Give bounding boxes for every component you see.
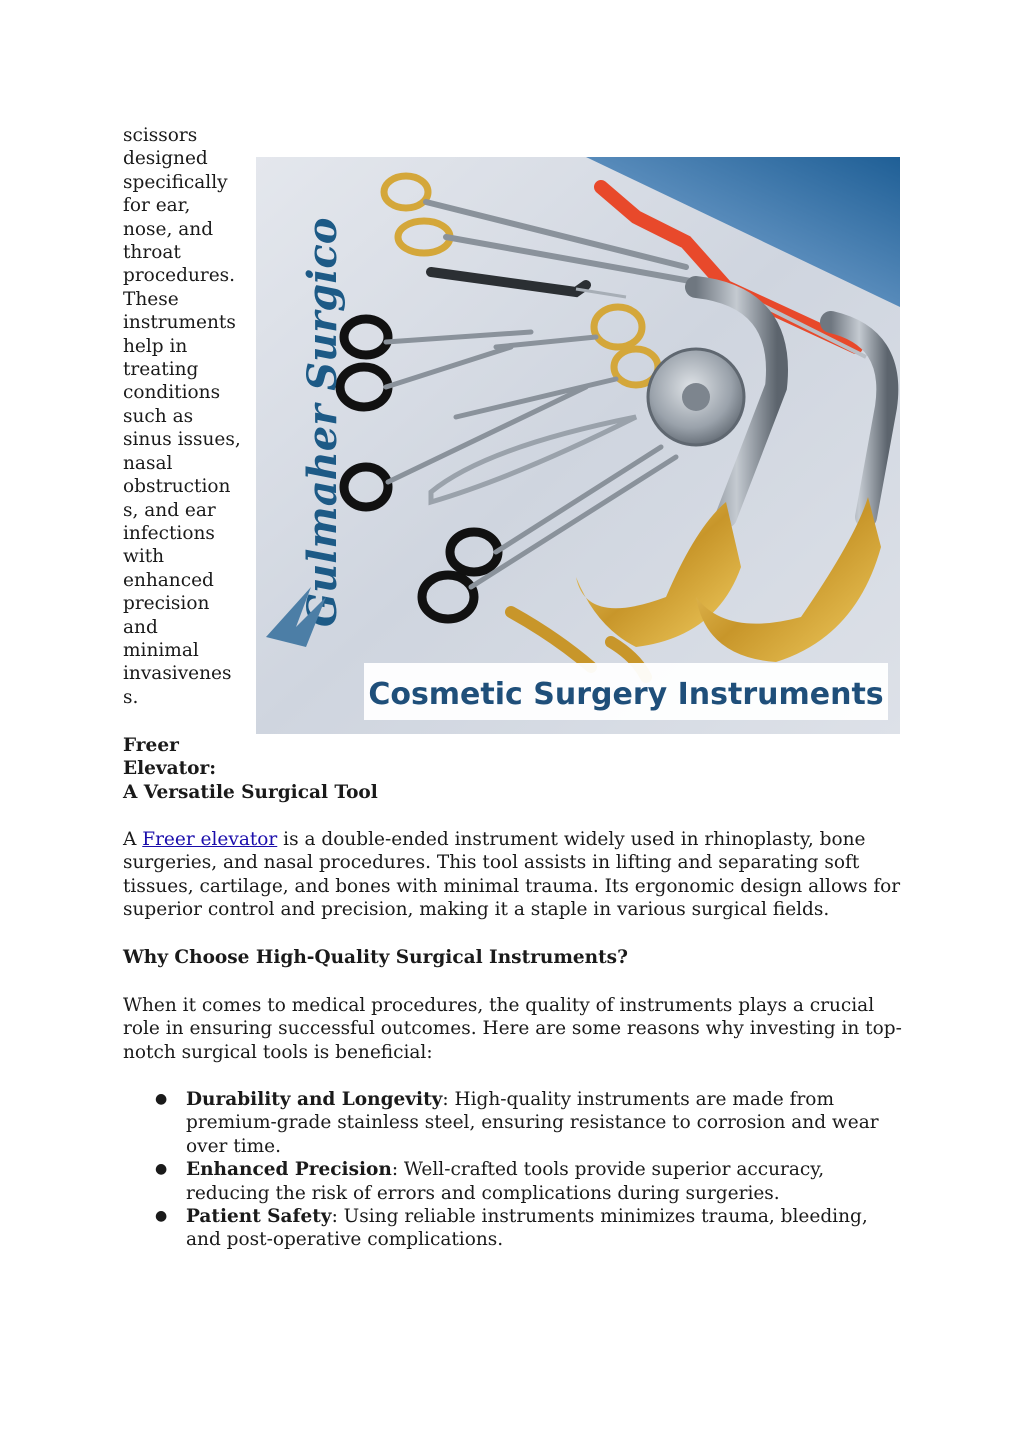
product-image xyxy=(256,157,900,734)
instruments-illustration xyxy=(256,157,900,734)
list-item xyxy=(155,1158,906,1205)
image-caption: Cosmetic Surgery Instruments xyxy=(368,677,884,712)
list-item xyxy=(155,1088,906,1158)
list-item xyxy=(155,1205,906,1252)
list-item-text: : Well-crafted tools provide superior accuracy, reducing the risk of errors and complications during surgeries. xyxy=(186,1159,825,1204)
list-item-text: : Using reliable instruments minimizes trauma, bleeding, and post-operative complications. xyxy=(186,1206,868,1251)
benefits-list xyxy=(155,1088,906,1252)
bullet-icon: ● xyxy=(155,1091,168,1107)
bullet-icon: ● xyxy=(155,1161,168,1178)
list-item-text: : High-quality instruments are made from premium-grade stainless steel, ensuring resistance to corrosion and wear over time. xyxy=(186,1089,879,1157)
list-item-term: Patient Safety xyxy=(186,1206,332,1228)
para-lead: A xyxy=(123,829,143,850)
list-item-term: Durability and Longevity xyxy=(186,1089,443,1110)
bullet-icon: ● xyxy=(155,1208,168,1225)
section-heading-freer-elevator: Freer Elevator: A Versatile Surgical Tool xyxy=(123,735,378,803)
brand-watermark: Gulmaher Surgico xyxy=(299,217,346,627)
para-body: is a double-ended instrument widely used in rhinoplasty, bone surgeries, and nasal procedures. This tool assists in lifting and separating soft tissues, cartilage, and bones with minimal trauma. Its ergonomic design allows for superior control and precision, making it a staple in various surgical fields. xyxy=(123,829,901,921)
intro-continuation-text: scissors designed specifically for ear, nose, and throat procedures. These instruments help in treating conditions such as sinus issues, nasal obstruction s, and ear infections with enhanced precision and minimal invasivenes s. xyxy=(123,125,241,708)
list-item-term: Enhanced Precision xyxy=(186,1159,392,1181)
freer-elevator-link[interactable]: Freer elevator xyxy=(142,829,278,850)
freer-elevator-paragraph xyxy=(123,828,903,922)
why-choose-paragraph: When it comes to medical procedures, the quality of instruments plays a crucial role in ensuring successful outcomes. Here are some reasons why investing in top-notch surgical tools is beneficial: xyxy=(123,995,902,1063)
section-heading-why-choose: Why Choose High-Quality Surgical Instruments? xyxy=(123,947,628,968)
